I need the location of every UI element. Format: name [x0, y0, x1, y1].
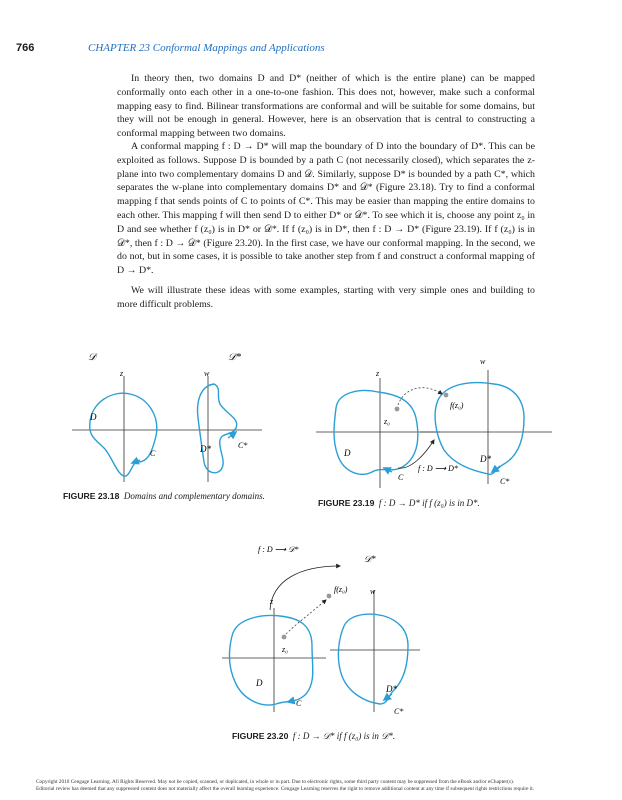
fig18-w-axis-label: w [204, 369, 210, 378]
fig18-w-outer-label: 𝒟* [228, 352, 241, 363]
fig20-Dstar-label: D* [386, 684, 397, 694]
fig18-w-plane [178, 376, 262, 482]
fig19-Cstar-label: C* [500, 477, 510, 486]
fig18-caption-text: Domains and complementary domains. [123, 491, 265, 501]
fig19-C-label: C [398, 473, 404, 482]
fig20-w-outer-label: 𝒟* [364, 554, 376, 564]
fig20-w-axis-label: w [370, 587, 376, 596]
fig20-caption [232, 730, 482, 743]
fig18-Cstar-label: C* [238, 441, 248, 450]
paragraph-1: In theory then, two domains D and D* (neither of which is the entire plane) can be mapped conformally onto each other in a one-to-one fashion. This does not, however, make such a conformal mapping easy to find. Bilinear transformations are conformal and will be suitable for some domains, but they will not be enough in general. However, here is an observation that is central to constructing a conformal mapping between two domains. [117, 73, 535, 140]
fig19-z-axis-label: z [376, 369, 380, 378]
fig20-fz0-label: f(z₀) [334, 585, 348, 594]
fig20-z0-label: z₀ [282, 645, 288, 654]
fig20-C-label: C [296, 699, 302, 708]
page-number: 766 [16, 42, 35, 54]
fig18-z-axis-label: z [120, 369, 124, 378]
fig20-D-label: D [256, 678, 263, 688]
fig19-Dstar-label: D* [480, 454, 491, 464]
fig20-caption-text: f : D → 𝒟* if f (z₀) is in 𝒟*. [292, 731, 396, 741]
copyright-line-1: Copyright 2010 Cengage Learning. All Rights Reserved. May not be copied, scanned, or duplicated, in whole or in part. Due to electronic rights, some third party content may be suppressed from the eBook and/or eChapter(s). [36, 779, 515, 785]
paragraph-3: We will illustrate these ideas with some examples, starting with very simple ones and building to more difficult problems. [117, 285, 535, 310]
fig19-w-axis-label: w [480, 357, 486, 366]
fig18-Dstar-label: D* [200, 444, 211, 454]
fig20-z-axis-label: z [270, 597, 274, 606]
fig18-C-label: C [150, 449, 156, 458]
fig20-Cstar-label: C* [394, 707, 404, 716]
fig18-z-outer-label: 𝒟 [88, 352, 96, 363]
paragraph-2: A conformal mapping f : D → D* will map the boundary of D into the boundary of D*. This can be exploited as follows. Suppose D is bounded by a path C (not necessarily closed), which separates the z-plane into two complementary domains D and 𝒟. Similarly, suppose D* is bounded by a path C*, which separates the w-plane into complementary domains D* and 𝒟* (Figure 23.18). Try to find a conformal mapping f that sends points of C to points of C*. This may be easier than mapping the entire domains to each other. This mapping f will then send D to either D* or 𝒟*. To see which it is, choose any point z₀ in D and see whether f (z₀) is in D* or 𝒟*. If f (z₀) is in D*, then f : D → D* (Figure 23.19). If f (z₀) is in 𝒟*, then f : D → 𝒟* (Figure 23.20). In the first case, we have our conformal mapping. In the second, we do not, but in some cases, it is possible to take another step from f and construct a conformal mapping of D → D*. [117, 141, 535, 277]
fig19-caption [318, 497, 558, 510]
fig20-caption-label: FIGURE 23.20 [232, 731, 289, 741]
fig19-fz0-label: f(z₀) [450, 401, 464, 410]
fig20-map-label: f : D ⟶ 𝒟* [258, 545, 299, 554]
fig19-D-label: D [344, 448, 351, 458]
fig18-caption-label: FIGURE 23.18 [63, 491, 120, 501]
fig18-caption [63, 490, 277, 503]
fig19-caption-text: f : D → D* if f (z₀) is in D*. [378, 498, 480, 508]
fig18-D-label: D [90, 412, 97, 422]
fig20-z-plane [222, 608, 326, 712]
chapter-title: CHAPTER 23 Conformal Mappings and Applications [88, 42, 325, 54]
fig18-z-plane [72, 376, 178, 482]
copyright-line-2: Editorial review has deemed that any suppressed content does not materially affect the overall learning experience. Cengage Learning reserves the right to remove additional content at any time if subsequent rights restrictions require it. [36, 786, 535, 792]
fig19-caption-label: FIGURE 23.19 [318, 498, 375, 508]
fig19-map-label: f : D ⟶ D* [418, 464, 458, 473]
fig19-z0-label: z₀ [384, 417, 390, 426]
